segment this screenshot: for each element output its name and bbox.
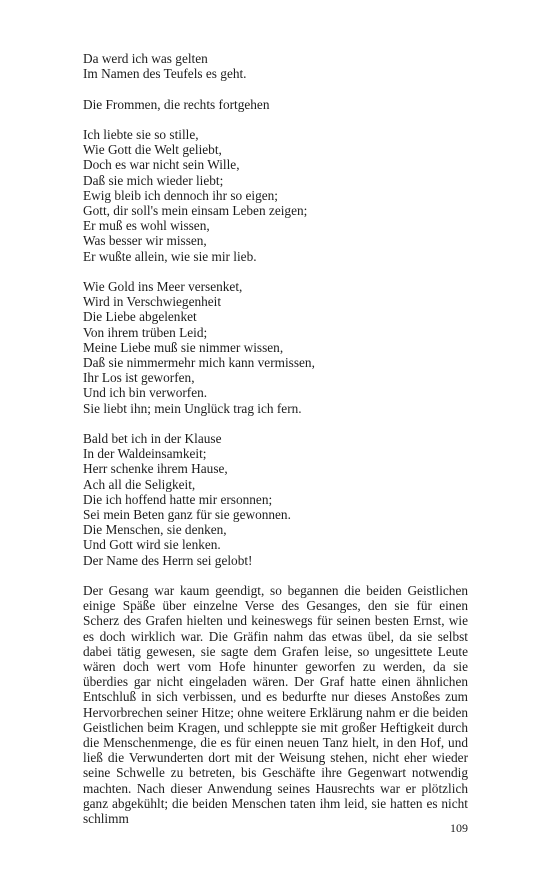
verse-section <box>83 51 468 568</box>
verse-line: In der Waldeinsamkeit; <box>83 446 207 462</box>
page-number: 109 <box>450 821 468 835</box>
verse-line: Die Frommen, die rechts fortgehen <box>83 96 270 112</box>
prose-paragraph: Der Gesang war kaum geendigt, so begannen die beiden Geistlichen einige Späße über einzelne Verse des Gesanges, den sie für einen Scherz des Grafen hielten und keineswegs für seinen besten Ernst, wie es doch wirklich war. Die Gräfin nahm das etwas übel, da sie selbst dabei tätig gewesen, sie sagte dem Grafen leise, so ungesittete Leute wären doch wert vom Hofe hinunter geworfen zu werden, da sie überdies gar nicht eingeladen wären. Der Graf hatte einen ähnlichen Entschluß in sich verbissen, und es bedurfte nur dieses Anstoßes zum Hervorbrechen seiner Hitze; ohne weitere Erklärung nahm er die beiden Geistlichen beim Kragen, und schleppte sie mit großer Heftigkeit durch die Menschenmenge, die es für einen neuen Tanz hielt, in den Hof, und ließ die Verwunderten dort mit der Weisung stehen, nicht eher wieder seine Schwelle zu betreten, bis Geschäfte ihre Gegenwart notwendig machten. Nach dieser Anwendung seines Hausrechts war er plötzlich ganz abgekühlt; die beiden Menschen taten ihm leid, sie hatten es nicht schlimm <box>83 583 468 827</box>
verse-line: Meine Liebe muß sie nimmer wissen, <box>83 339 284 355</box>
verse-line: Die ich hoffend hatte mir ersonnen; <box>83 491 273 507</box>
verse-line: Im Namen des Teufels es geht. <box>83 66 247 82</box>
verse-line: Doch es war nicht sein Wille, <box>83 157 240 173</box>
verse-line: Was besser wir missen, <box>83 233 207 249</box>
stanza <box>83 127 468 264</box>
verse-line: Wird in Verschwiegenheit <box>83 294 222 310</box>
verse-line: Gott, dir soll's mein einsam Leben zeigen; <box>83 203 308 218</box>
verse-line: Da werd ich was gelten <box>83 51 208 66</box>
page-body <box>83 51 468 826</box>
verse-line: Die Liebe abgelenket <box>83 309 197 325</box>
verse-line: Ach all die Seligkeit, <box>83 476 196 492</box>
verse-line: Daß sie mich wieder liebt; <box>83 172 224 188</box>
stanza <box>83 431 468 568</box>
verse-line: Von ihrem trüben Leid; <box>83 324 208 340</box>
verse-line: Die Menschen, sie denken, <box>83 522 227 538</box>
verse-line: Ihr Los ist geworfen, <box>83 370 195 386</box>
stanza <box>83 279 468 416</box>
verse-line: Er wußte allein, wie sie mir lieb. <box>83 248 257 264</box>
verse-line: Ich liebte sie so stille, <box>83 126 199 142</box>
verse-line: Der Name des Herrn sei gelobt! <box>83 552 253 568</box>
stanza <box>83 97 468 112</box>
verse-line: Er muß es wohl wissen, <box>83 218 210 234</box>
verse-line: Bald bet ich in der Klause <box>83 431 222 447</box>
stanza <box>83 51 468 81</box>
verse-line: Wie Gold ins Meer versenket, <box>83 279 243 294</box>
verse-line: Daß sie nimmermehr mich kann vermissen, <box>83 355 315 371</box>
verse-line: Und ich bin verworfen. <box>83 385 208 401</box>
verse-line: Und Gott wird sie lenken. <box>83 537 221 553</box>
verse-line: Herr schenke ihrem Hause, <box>83 461 228 477</box>
verse-line: Wie Gott die Welt geliebt, <box>83 142 222 158</box>
verse-line: Ewig bleib ich dennoch ihr so eigen; <box>83 187 278 203</box>
verse-line: Sei mein Beten ganz für sie gewonnen. <box>83 507 291 523</box>
verse-line: Sie liebt ihn; mein Unglück trag ich fern. <box>83 400 302 416</box>
